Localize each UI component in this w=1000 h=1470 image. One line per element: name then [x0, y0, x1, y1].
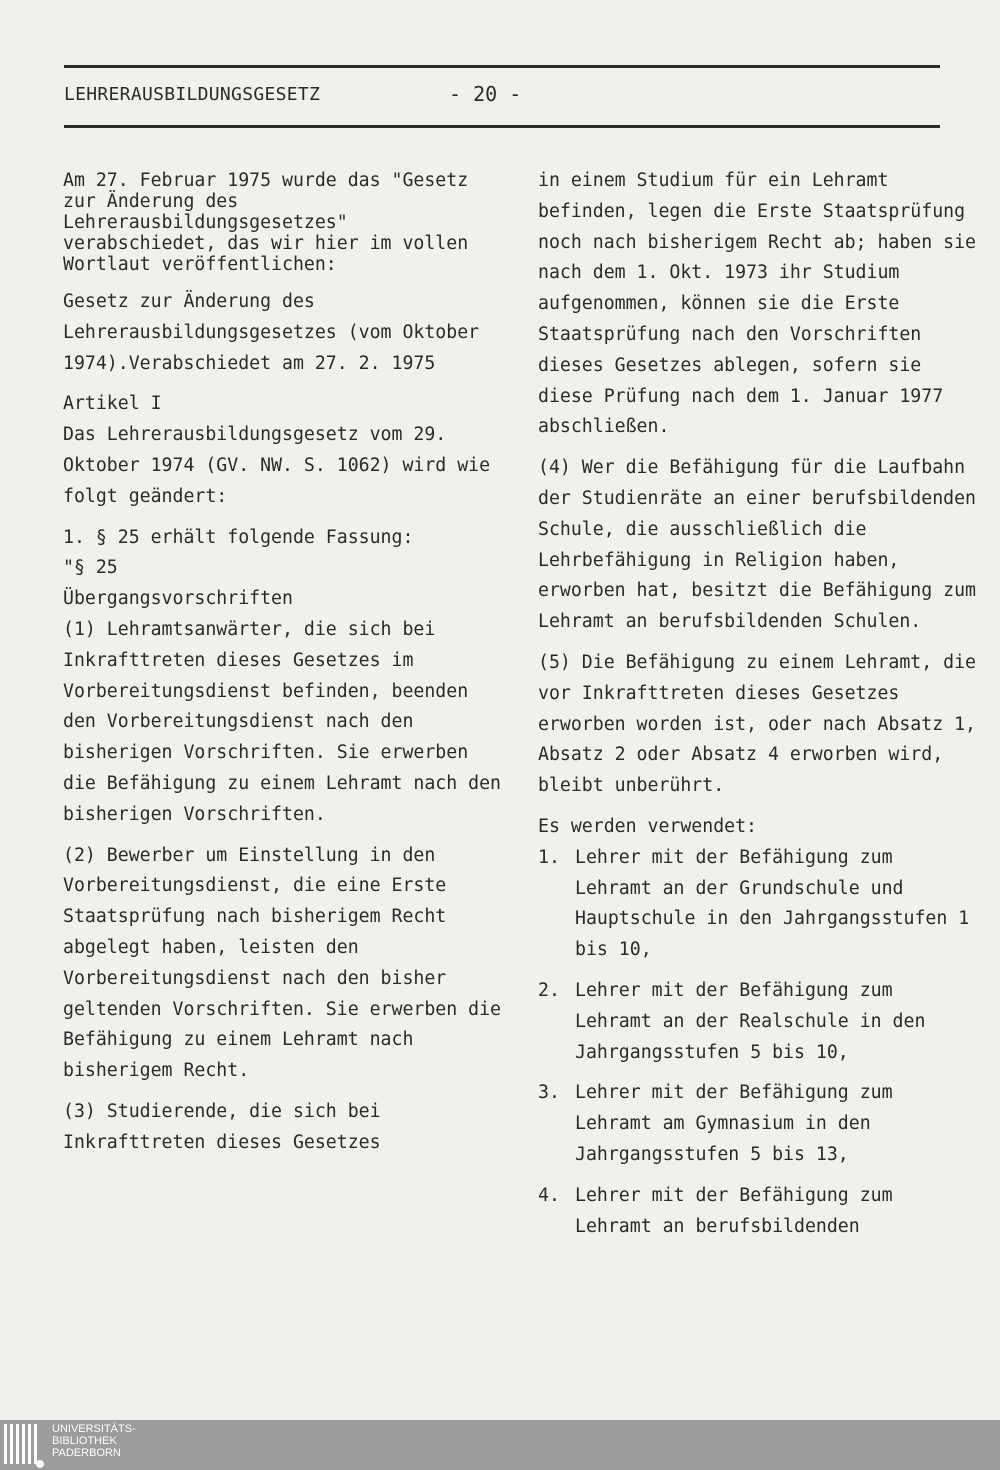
list-item — [538, 843, 978, 966]
paragraph-4: (4) Wer die Befähigung für die Laufbahn der Studienräte an einer berufsbildenden Schule, die ausschließlich die Lehrbefähigung in Religion haben, erworben hat, besitzt die Befähigung zum Lehramt an berufsbildenden Schulen. — [538, 457, 976, 633]
list-item — [538, 1078, 978, 1170]
law-title: Gesetz zur Änderung des Lehrerausbildungsgesetzes (vom Oktober 1974).Verabschiedet am 27. 2. 1975 — [63, 291, 480, 374]
list-intro: Es werden verwendet: — [538, 815, 757, 837]
paragraph-2: (2) Bewerber um Einstellung in den Vorbereitungsdienst, die eine Erste Staatsprüfung nach bisherigem Recht abgelegt haben, leisten den Vorbereitungsdienst nach den bisher geltenden Vorschriften. Sie erwerben die Befähigung zu einem Lehramt nach bisherigem Recht. — [63, 844, 501, 1082]
list-item — [538, 976, 978, 1068]
list-text: Lehrer mit der Befähigung zum Lehramt an der Realschule in den Jahrgangsstufen 5 bis 10, — [575, 979, 926, 1063]
intro-paragraph: Am 27. Februar 1975 wurde das "Gesetz zur Änderung des Lehrerausbildungsgesetzes" verabschiedet, das wir hier im vollen Wortlaut veröffentlichen: — [63, 170, 469, 275]
list-number: 3. — [538, 1082, 560, 1104]
paragraph-3-continued: in einem Studium für ein Lehramt befinden, legen die Erste Staatsprüfung noch nach bisherigem Recht ab; haben sie nach dem 1. Okt. 1973 ihr Studium aufgenommen, können sie die Erste Staatsprüfung nach den Vorschriften dieses Gesetzes ablegen, sofern sie diese Prüfung nach dem 1. Januar 1977 abschließen. — [538, 170, 976, 438]
library-logo-icon — [4, 1424, 42, 1466]
page-number: - 20 - — [449, 82, 522, 106]
list-text: Lehrer mit der Befähigung zum Lehramt an berufsbildenden — [575, 1184, 893, 1237]
logo-dot-icon — [36, 1460, 44, 1468]
list-text: Lehrer mit der Befähigung zum Lehramt an der Grundschule und Hauptschule in den Jahrgangsstufen 1 bis 10, — [575, 846, 970, 961]
header-top-rule — [64, 65, 940, 68]
amendment-item-1: 1. § 25 erhält folgende Fassung: — [63, 526, 414, 548]
list-text: Lehrer mit der Befähigung zum Lehramt am Gymnasium in den Jahrgangsstufen 5 bis 13, — [575, 1082, 893, 1165]
section-title: Übergangsvorschriften — [63, 588, 293, 610]
library-footer — [0, 1420, 1000, 1470]
library-name-line: UNIVERSITÄTS- — [52, 1423, 136, 1435]
left-column — [63, 170, 503, 1169]
section-reference: "§ 25 — [63, 557, 118, 579]
article-text: Das Lehrerausbildungsgesetz vom 29. Oktober 1974 (GV. NW. S. 1062) wird wie folgt geändert: — [63, 424, 491, 507]
article-heading: Artikel I — [63, 393, 162, 415]
paragraph-1: (1) Lehramtsanwärter, die sich bei Inkrafttreten dieses Gesetzes im Vorbereitungsdienst befinden, beenden den Vorbereitungsdienst nach den bisherigen Vorschriften. Sie erwerben die Befähigung zu einem Lehramt nach den bisherigen Vorschriften. — [63, 618, 501, 825]
list-number: 1. — [538, 846, 560, 868]
paragraph-5: (5) Die Befähigung zu einem Lehramt, die vor Inkrafttreten dieses Gesetzes erworben worden ist, oder nach Absatz 1, Absatz 2 oder Absatz 4 erworben wird, bleibt unberührt. — [538, 651, 976, 797]
paragraph-3-start: (3) Studierende, die sich bei Inkrafttreten dieses Gesetzes — [63, 1100, 381, 1153]
page-header — [64, 62, 940, 134]
header-title: LEHRERAUSBILDUNGSGESETZ — [64, 84, 321, 105]
library-name-line: PADERBORN — [52, 1447, 121, 1459]
list-number: 2. — [538, 979, 560, 1001]
library-name-line: BIBLIOTHEK — [52, 1435, 117, 1447]
list-item — [538, 1181, 978, 1243]
right-column — [538, 166, 978, 1252]
library-name — [52, 1423, 136, 1459]
header-bottom-rule — [64, 125, 940, 128]
list-number: 4. — [538, 1184, 560, 1206]
